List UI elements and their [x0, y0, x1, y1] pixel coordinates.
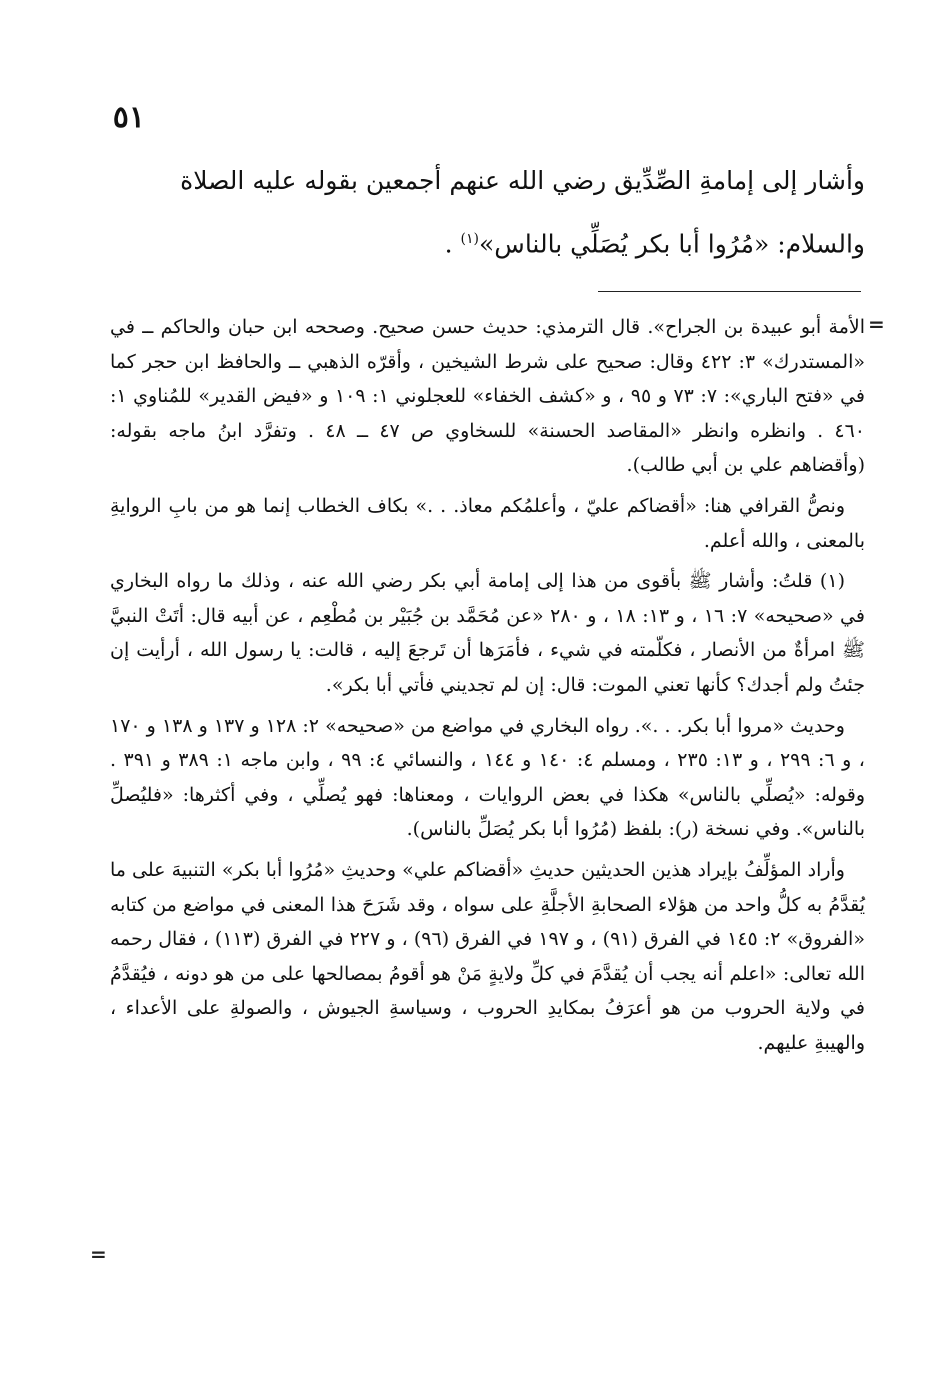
continuation-mark-bottom: = — [90, 1242, 107, 1266]
page-number: ٥١ — [112, 100, 145, 135]
continuation-mark-top: = — [868, 312, 885, 336]
footnote-author-intent: وأراد المؤلِّفُ بإيراد هذين الحديثين حديثِ «أقضاكم علي» وحديثِ «مُرُوا أبا بكر» التنبيهَ على ما يُقدَّمُ به كلُّ واحد من هؤلاء الصحابةِ الأجلَّةِ على سواه ، وقد شَرَحَ هذا المعنى في مواضع من كتابه «الفروق» ٢: ١٤٥ في الفرق (٩١) ، و ١٩٧ في الفرق (٩٦) ، و ٢٢٧ في الفرق (١١٣) ، فقال رحمه الله تعالى: «اعلم أنه يجب أن يُقدَّمَ في كلِّ ولايةٍ مَنْ هو أقومُ بمصالحها على من هو دونه ، فيُقدَّمُ في ولاية الحروب من هو أعرَفُ بمكايدِ الحروب ، وسياسةِ الجيوش ، والصولةِ على الأعداء ، والهيبةِ عليهم. — [110, 858, 865, 1054]
main-text-line-1: وأشار إلى إمامةِ الصِّدِّيق رضي الله عنهم أجمعين بقوله عليه الصلاة — [180, 166, 865, 195]
main-text-line-2 — [110, 210, 865, 273]
main-text-end: . — [444, 229, 461, 259]
footnote-qarafi-note: ونصُّ القرافي هنا: «أقضاكم عليّ ، وأعلمُكم معاذ. . .» بكاف الخطاب إنما هو من بابِ الروايةِ بالمعنى ، والله أعلم. — [110, 494, 865, 552]
footnote-separator — [598, 291, 861, 292]
footnote-hadith-sources: وحديث «مروا أبا بكر. . .». رواه البخاري في مواضع من «صحيحه» ٢: ١٢٨ و ١٣٧ و ١٣٨ و ١٧٠ ، و ٦: ٢٩٩ ، و ١٣: ٢٣٥ ، ومسلم ٤: ١٤٠ و ١٤٤ ، والنسائي ٤: ٩٩ ، وابن ماجه ١: ٣٨٩ و ٣٩١ . وقوله: «يُصلِّي بالناس» هكذا في بعض الروايات ، ومعناها: فهو يُصلِّي ، وفي أكثرها: «فليُصلِّ بالناس». وفي نسخة (ر): بلفظ (مُرُوا أبا بكر يُصَلِّ بالناس). — [110, 714, 865, 841]
footnote-1: (١) قلتُ: وأشار ﷺ بأقوى من هذا إلى إمامة أبي بكر رضي الله عنه ، وذلك ما رواه البخاري في «صحيحه» ٧: ١٦ ، و ١٣: ١٨ ، و ٢٨٠ «عن مُحَمَّد بن جُبَيْر بن مُطْعِم ، عن أبيه قال: أتَتْ النبيَّ ﷺ امرأةٌ من الأنصار ، فكلّمته في شيء ، فأمَرَها أن تَرجعَ إليه ، قالت: يا رسول الله ، أرأيت إن جئتُ ولم أجدك؟ كأنها تعني الموت: قال: إن لم تجديني فأتي أبا بكر». — [110, 570, 865, 696]
footnote-continued: الأمة أبو عبيدة بن الجراح». قال الترمذي: حديث حسن صحيح. وصححه ابن حبان والحاكم ــ في «المستدرك» ٣: ٤٢٢ وقال: صحيح على شرط الشيخين ، وأقرّه الذهبي ــ والحافظ ابن حجر كما في «فتح الباري»: ٧: ٧٣ و ٩٥ ، و «كشف الخفاء» للعجلوني ١: ١٠٩ و «فيض القدير» للمُناوي ١: ٤٦٠ . وانظره وانظر «المقاصد الحسنة» للسخاوي ص ٤٧ ــ ٤٨ . وتفرَّد ابنُ ماجه بقوله: (وأقضاهم علي بن أبي طالب). — [110, 316, 866, 477]
main-text-quote: والسلام: «مُرُوا أبا بكر يُصَلِّي بالناس» — [479, 229, 865, 259]
footnotes-section — [110, 310, 865, 1066]
main-text — [110, 152, 865, 273]
footnote-reference: (١) — [460, 231, 479, 247]
